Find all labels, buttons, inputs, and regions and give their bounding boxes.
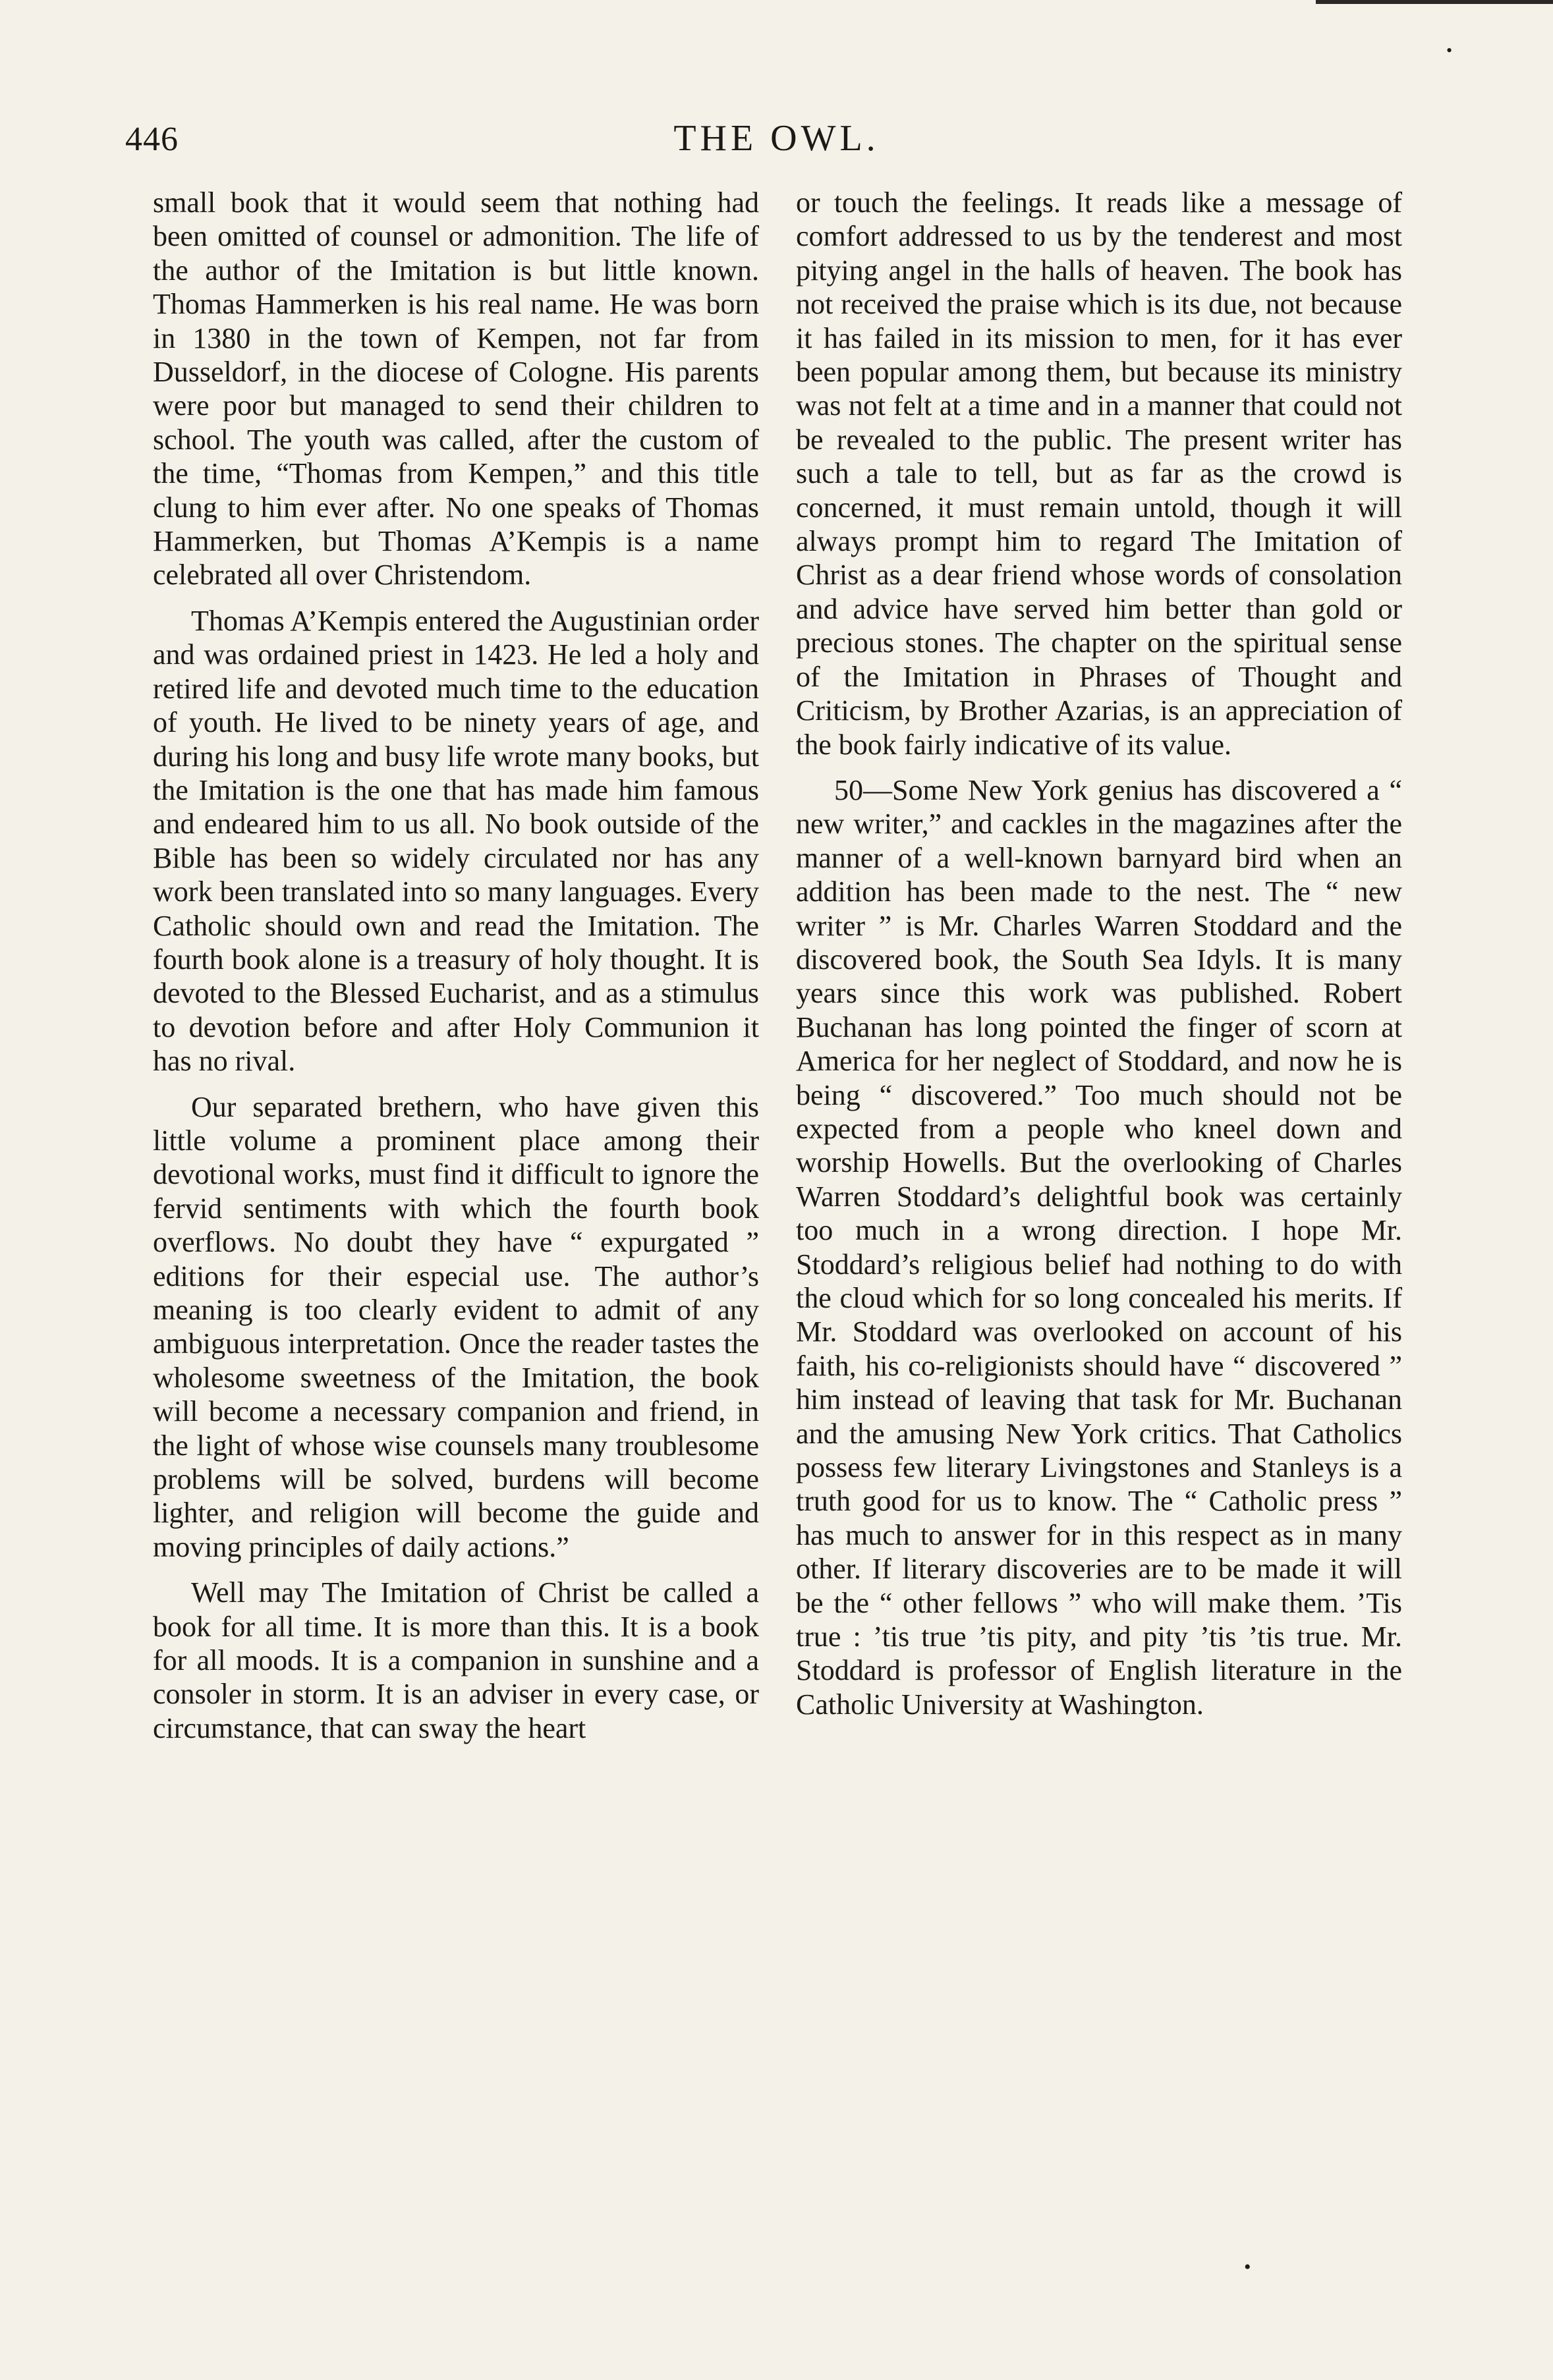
paragraph: small book that it would seem that nothing had been omitted of counsel or admonition. The life of the author of the Imitation is but little known. Thomas Hammerken is his real name. He was born in 1380 in the town of Kempen, not far from Dusseldorf, in the diocese of Cologne. His parents were poor but managed to send their children to school. The youth was called, after the custom of the time, “Thomas from Kempen,” and this title clung to him ever after. No one speaks of Thomas Hammerken, but Thomas A’Kempis is a name celebrated all over Christendom.	[153, 186, 759, 592]
paragraph: Our separated brethern, who have given this little volume a prominent place among their devotional works, must find it difficult to ignore the fervid sentiments with which the fourth book overflows. No doubt they have “ expurgated ” editions for their especial use. The author’s meaning is too clearly evident to admit of any ambiguous interpretation. Once the reader tastes the wholesome sweetness of the Imitation, the book will become a necessary companion and friend, in the light of whose wise counsels many troublesome problems will be solved, burdens will become lighter, and religion will become the guide and moving principles of daily actions.”	[153, 1090, 759, 1563]
paragraph: Thomas A’Kempis entered the Augustinian order and was ordained priest in 1423. He led a holy and retired life and devoted much time to the education of youth. He lived to be ninety years of age, and during his long and busy life wrote many books, but the Imitation is the one that has made him famous and endeared him to us all. No book outside of the Bible has been so widely circulated nor has any work been translated into so many languages. Every Catholic should own and read the Imitation. The fourth book alone is a treasury of holy thought. It is devoted to the Blessed Eucharist, and as a stimulus to devotion before and after Holy Communion it has no rival.	[153, 604, 759, 1078]
top-edge-rule	[1316, 0, 1553, 4]
paragraph: or touch the feelings. It reads like a message of comfort addressed to us by the tenderest and most pitying angel in the halls of heaven. The book has not received the praise which is its due, not because it has failed in its mission to men, for it has ever been popular among them, but because its ministry was not felt at a time and in a manner that could not be revealed to the public. The present writer has such a tale to tell, but as far as the crowd is concerned, it must remain untold, though it will always prompt him to regard The Imitation of Christ as a dear friend whose words of consolation and advice have served him better than gold or precious stones. The chapter on the spiritual sense of the Imitation in Phrases of Thought and Criticism, by Brother Azarias, is an appreciation of the book fairly indicative of its value.	[796, 186, 1402, 761]
page-number: 446	[125, 121, 179, 158]
ink-speck: •	[1446, 41, 1453, 60]
paragraph: Well may The Imitation of Christ be called a book for all time. It is more than this. It is a book for all moods. It is a companion in sunshine and a consoler in storm. It is an adviser in every case, or circumstance, that can sway the heart	[153, 1576, 759, 1744]
right-column	[796, 186, 1402, 1733]
page-header	[125, 112, 1428, 171]
left-column	[153, 186, 759, 1757]
running-title: THE OWL.	[673, 118, 880, 159]
paragraph: 50—Some New York genius has discovered a “ new writer,” and cackles in the magazines after the manner of a well-known barnyard bird when an addition has been made to the nest. The “ new writer ” is Mr. Charles Warren Stoddard and the discovered book, the South Sea Idyls. It is many years since this work was published. Robert Buchanan has long pointed the finger of scorn at America for her neglect of Stoddard, and now he is being “ discovered.” Too much should not be expected from a people who kneel down and worship Howells. But the overlooking of Charles Warren Stoddard’s delightful book was certainly too much in a wrong direction. I hope Mr. Stoddard’s religious belief had nothing to do with the cloud which for so long concealed his merits. If Mr. Stoddard was overlooked on account of his faith, his co-religionists should have “ discovered ” him instead of leaving that task for Mr. Buchanan and the amusing New York critics. That Catholics possess few literary Livingstones and Stanleys is a truth good for us to know. The “ Catholic press ” has much to answer for in this respect as in many other. If literary discoveries are to be made it will be the “ other fellows ” who will make them. ’Tis true : ’tis true ’tis pity, and pity ’tis ’tis true. Mr. Stoddard is professor of English literature in the Catholic University at Washington.	[796, 773, 1402, 1721]
ink-speck: •	[1244, 2256, 1251, 2278]
